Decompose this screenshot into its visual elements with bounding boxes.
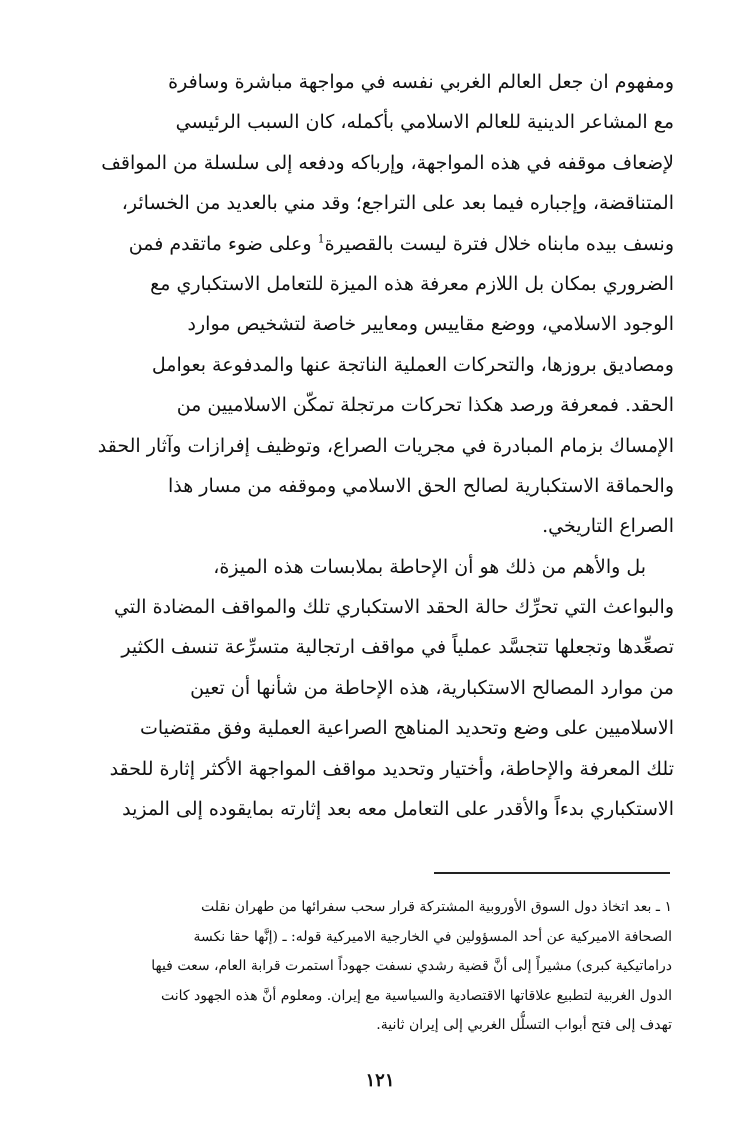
text-line: مع المشاعر الدينية للعالم الاسلامي بأكمله، كان السبب الرئيسي <box>175 111 674 134</box>
footnote-line: دراماتيكية كبرى) مشيراً إلى أنَّ قضية رشدي نسفت جهوداً استمرت قرابة العام، سعت فيها <box>151 958 672 975</box>
text-line: ومصاديق بروزها، والتحركات العملية الناتجة عنها والمدفوعة بعوامل <box>151 353 674 376</box>
body-text <box>74 62 674 829</box>
text-line-tail: وعلى ضوء ماتقدم فمن <box>128 232 318 255</box>
paragraph-start-line: بل والأهم من ذلك هو أن الإحاطة بملابسات هذه الميزة، <box>213 555 646 578</box>
text-line: ومفهوم ان جعل العالم الغربي نفسه في مواجهة مباشرة وسافرة <box>168 71 674 93</box>
footnote-line: الصحافة الاميركية عن أحد المسؤولين في الخارجية الاميركية قوله: ـ (إنَّها حقا نكسة <box>193 928 672 945</box>
text-line: الوجود الاسلامي، ووضع مقاييس ومعايير خاصة لتشخيص موارد <box>187 313 674 336</box>
text-line: والبواعث التي تحرِّك حالة الحقد الاستكباري تلك والمواقف المضادة التي <box>113 596 674 619</box>
footnote-line: ١ ـ بعد اتخاذ دول السوق الأوروبية المشتركة قرار سحب سفرائها من طهران نقلت <box>201 899 672 915</box>
text-line: تلك المعرفة والإحاطة، وأختيار وتحديد مواقف المواجهة الأكثر إثارة للحقد <box>109 757 674 780</box>
text-line: من موارد المصالح الاستكبارية، هذه الإحاطة من شأنها أن تعين <box>190 676 674 699</box>
text-line: لإضعاف موقفه في هذه المواجهة، وإرباكه ودفعه إلى سلسلة من المواقف <box>101 151 674 174</box>
footnote-section <box>74 893 672 1041</box>
text-line-head: ونسف بيده مابناه خلال فترة ليست بالقصيرة <box>324 232 674 255</box>
text-line: الحقد. فمعرفة ورصد هكذا تحركات مرتجلة تمكّن الاسلاميين من <box>176 394 674 417</box>
text-line: المتناقضة، وإجباره فيما بعد على التراجع؛ وقد مني بالعديد من الخسائر، <box>121 192 674 215</box>
text-line: الصراع التاريخي. <box>542 515 674 538</box>
page-number: ١٢١ <box>365 1070 395 1091</box>
footnote-marker[interactable]: 1 <box>317 232 325 246</box>
text-line: تصعِّدها وتجعلها تتجسَّد عملياً في مواقف ارتجالية متسرِّعة تنسف الكثير <box>121 636 674 659</box>
footnote-divider <box>434 872 670 874</box>
footnote-line: الدول الغربية لتطبيع علاقاتها الاقتصادية والسياسية مع إيران. ومعلوم أنَّ هذه الجهود كانت <box>161 987 672 1004</box>
text-line: الإمساك بزمام المبادرة في مجريات الصراع، وتوظيف إفرازات وآثار الحقد <box>97 434 674 457</box>
text-line: الضروري بمكان بل اللازم معرفة هذه الميزة للتعامل الاستكباري مع <box>150 272 674 295</box>
text-line-with-footnote <box>74 224 674 264</box>
footnote-line: تهدف إلى فتح أبواب التسلُّل الغربي إلى إيران ثانية. <box>376 1017 672 1034</box>
text-line: الاسلاميين على وضع وتحديد المناهج الصراعية العملية وفق مقتضيات <box>139 717 674 740</box>
text-line: الاستكباري بدءاً والأقدر على التعامل معه بعد إثارته بمايقوده إلى المزيد <box>122 798 674 821</box>
text-line: والحماقة الاستكبارية لصالح الحق الاسلامي وموقفه من مسار هذا <box>167 474 674 497</box>
